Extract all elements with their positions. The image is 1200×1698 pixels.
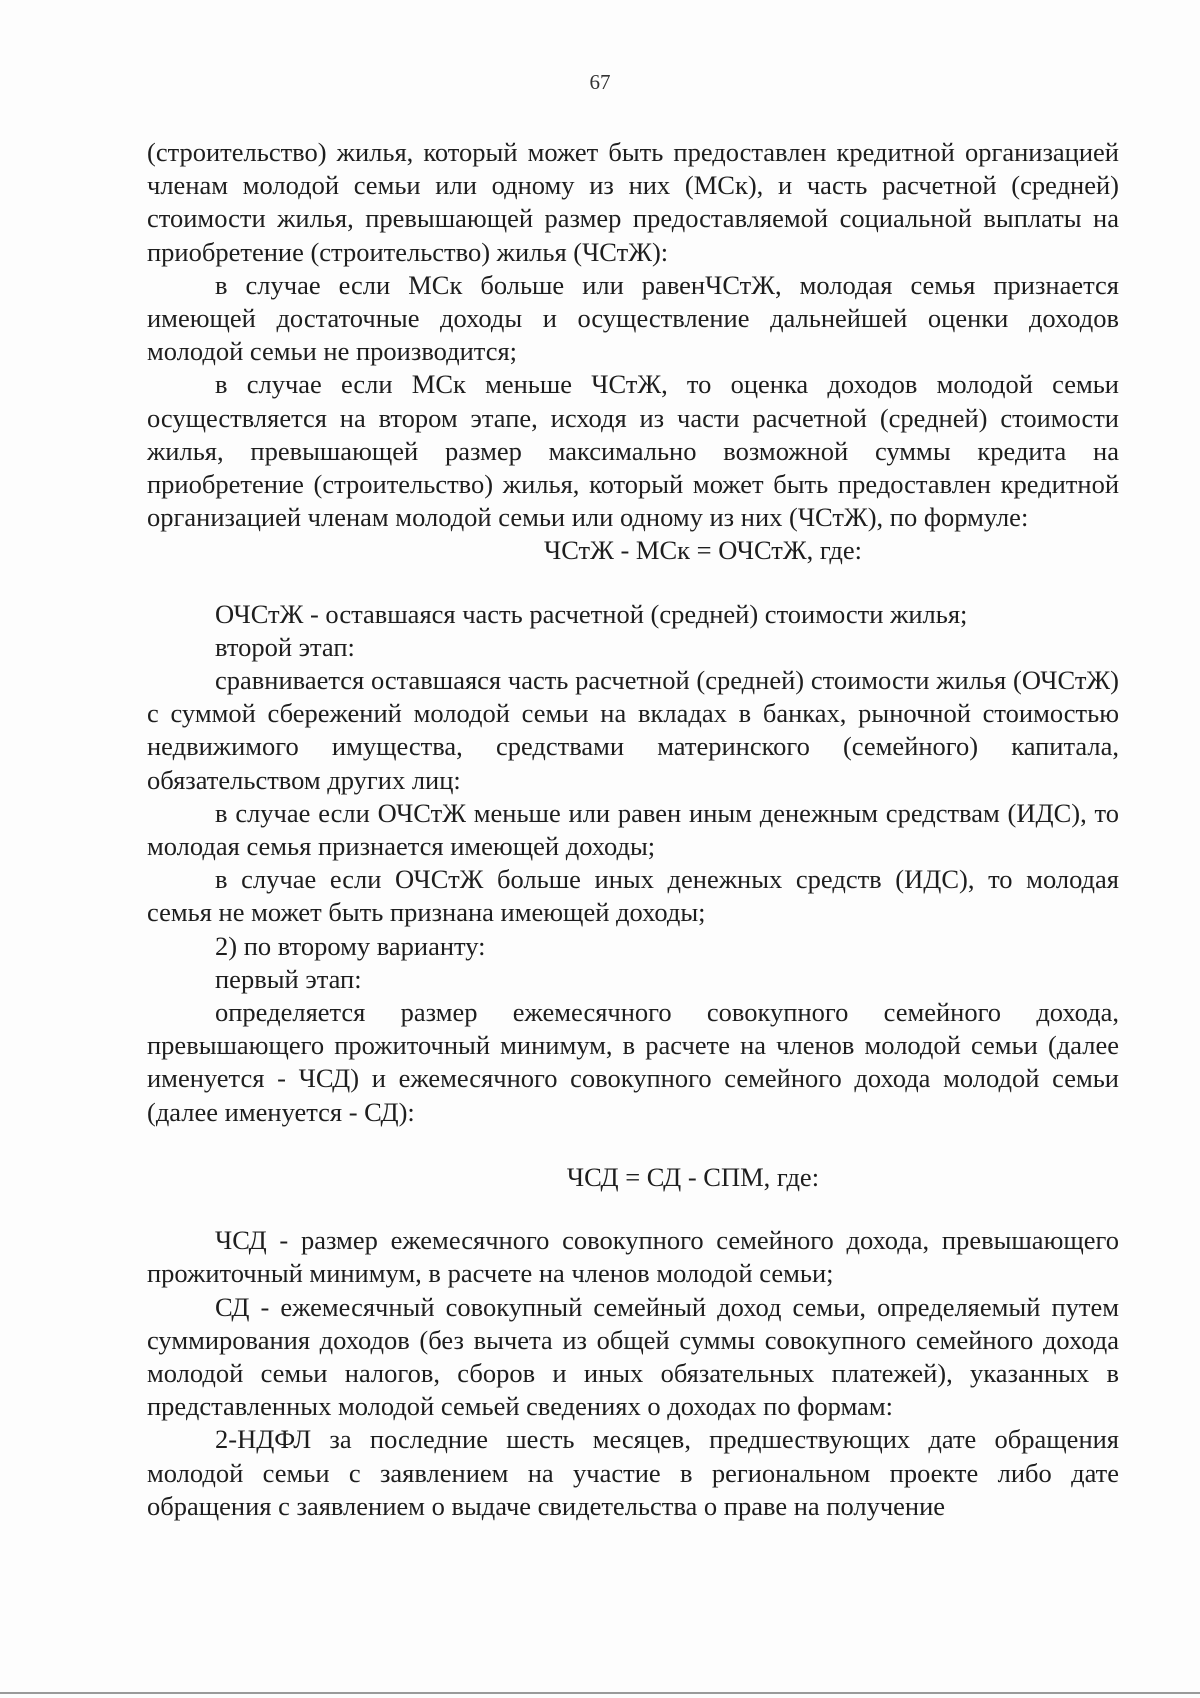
paragraph-ids-greater: в случае если ОЧСтЖ больше иных денежных средств (ИДС), то молодая семья не может быть признана имеющей доходы; <box>147 864 1119 928</box>
bottom-scan-edge <box>0 1692 1200 1694</box>
formula-ochstzh: ЧСтЖ - МСк = ОЧСтЖ, где: <box>543 535 862 566</box>
document-body <box>147 136 1119 1523</box>
paragraph-comparison: сравнивается оставшаяся часть расчетной (средней) стоимости жилья (ОЧСтЖ) с суммой сбережений молодой семьи на вкладах в банках, рыночной стоимостью недвижимого имущества, средствами материнского (семейного) капитала, обязательством других лиц: <box>147 665 1119 795</box>
formula-chsd: ЧСД = СД - СПМ, где: <box>566 1161 820 1192</box>
page-number: 67 <box>589 70 611 94</box>
paragraph-chsd-definition: ЧСД - размер ежемесячного совокупного семейного дохода, превышающего прожиточный минимум, в расчете на членов молодой семьи; <box>147 1225 1119 1289</box>
paragraph-sd-definition: СД - ежемесячный совокупный семейный доход семьи, определяемый путем суммирования доходов (без вычета из общей суммы совокупного семейного дохода молодой семьи налогов, сборов и иных обязательных платежей), указанных в представленных молодой семьей сведениях о доходах по формам: <box>147 1291 1119 1422</box>
paragraph-ndfl: 2-НДФЛ за последние шесть месяцев, предшествующих дате обращения молодой семьи с заявлением на участие в региональном проекте либо дате обращения с заявлением о выдаче свидетельства о праве на получение <box>147 1424 1119 1521</box>
paragraph-msk-less: в случае если МСк меньше ЧСтЖ, то оценка доходов молодой семьи осуществляется на втором этапе, исходя из части расчетной (средней) стоимости жилья, превышающей размер максимально возможной суммы кредита на приобретение (строительство) жилья, который может быть предоставлен кредитной организацией членам молодой семьи или одному из них (ЧСтЖ), по формуле: <box>147 369 1119 533</box>
paragraph-second-stage: второй этап: <box>215 631 355 662</box>
paragraph-second-variant: 2) по второму варианту: <box>215 930 486 961</box>
paragraph-ochstzh-definition: ОЧСтЖ - оставшаяся часть расчетной (средней) стоимости жилья; <box>215 598 968 629</box>
paragraph-msk-greater: в случае если МСк больше или равенЧСтЖ, молодая семья признается имеющей достаточные доходы и осуществление дальнейшей оценки доходов молодой семьи не производится; <box>147 269 1119 367</box>
paragraph-income-definition: определяется размер ежемесячного совокупного семейного дохода, превышающего прожиточный минимум, в расчете на членов молодой семьи (далее именуется - ЧСД) и ежемесячного совокупного семейного дохода молодой семьи (далее именуется - СД): <box>147 997 1119 1127</box>
paragraph-first-stage: первый этап: <box>215 963 362 994</box>
paragraph-continuation: (строительство) жилья, который может быть предоставлен кредитной организацией членам молодой семьи или одному из них (МСк), и часть расчетной (средней) стоимости жилья, превышающей размер предоставляемой социальной выплаты на приобретение (строительство) жилья (ЧСтЖ): <box>147 137 1119 267</box>
paragraph-ids-less: в случае если ОЧСтЖ меньше или равен иным денежным средствам (ИДС), то молодая семья признается имеющей доходы; <box>147 797 1119 862</box>
